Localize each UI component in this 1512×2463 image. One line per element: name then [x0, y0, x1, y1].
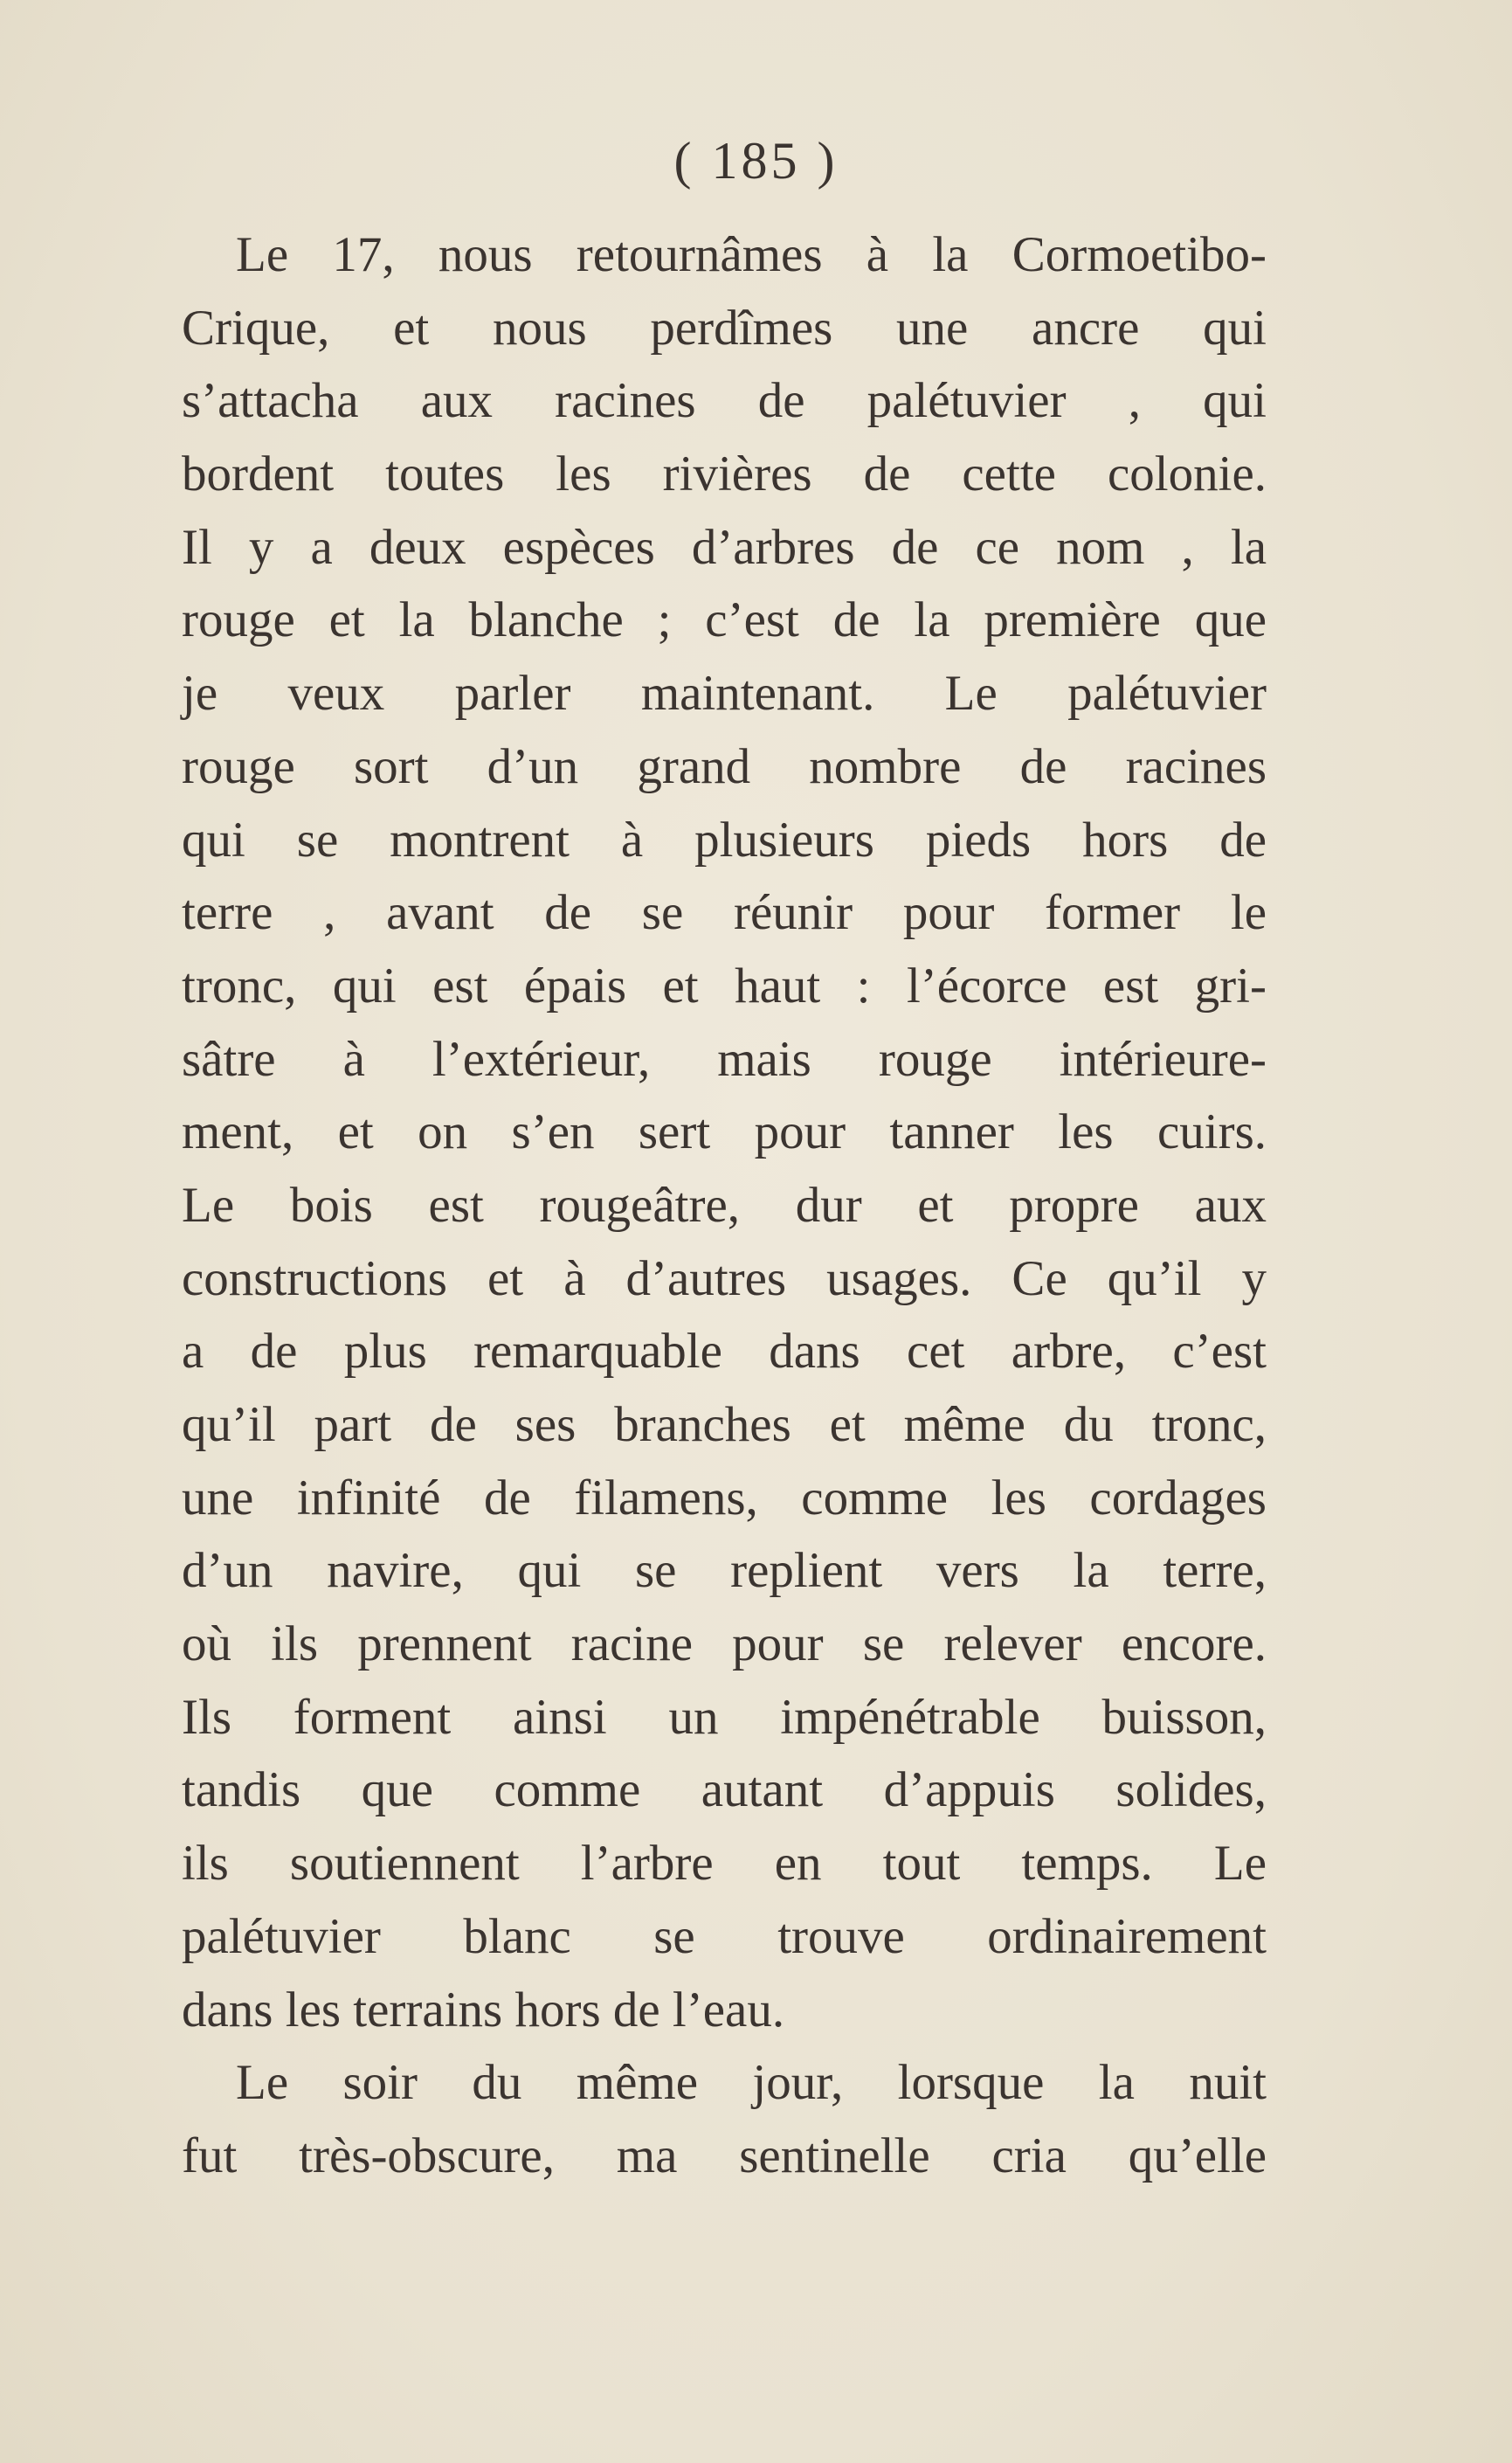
page-text: [182, 218, 1267, 2193]
text-line: a de plus remarquable dans cet arbre, c’est: [182, 1324, 1267, 1380]
text-line: je veux parler maintenant. Le palétuvier: [182, 666, 1267, 722]
text-line: terre , avant de se réunir pour former le: [182, 885, 1267, 941]
text-line: où ils prennent racine pour se relever encore.: [182, 1616, 1267, 1672]
text-line: constructions et à d’autres usages. Ce qu’il y: [182, 1250, 1267, 1306]
text-line: rouge et la blanche ; c’est de la première que: [182, 592, 1267, 648]
text-line: Le soir du même jour, lorsque la nuit: [236, 2055, 1267, 2111]
text-line: une infinité de filamens, comme les cordages: [182, 1470, 1267, 1526]
text-line: Il y a deux espèces d’arbres de ce nom , la: [182, 519, 1267, 575]
text-line: bordent toutes les rivières de cette colonie.: [182, 446, 1267, 502]
text-line: tandis que comme autant d’appuis solides,: [182, 1762, 1267, 1818]
text-line: Crique, et nous perdîmes une ancre qui: [182, 300, 1267, 356]
text-line: rouge sort d’un grand nombre de racines: [182, 738, 1267, 794]
text-line: sâtre à l’extérieur, mais rouge intérieure-: [182, 1031, 1267, 1087]
text-line: fut très-obscure, ma sentinelle cria qu’elle: [182, 2127, 1267, 2183]
text-line: s’attacha aux racines de palétuvier , qui: [182, 373, 1267, 429]
text-line: ment, et on s’en sert pour tanner les cuirs.: [182, 1104, 1267, 1160]
text-line: ils soutiennent l’arbre en tout temps. Le: [182, 1836, 1267, 1892]
page-number: ( 185 ): [673, 132, 839, 190]
text-line: Ils forment ainsi un impénétrable buisson,: [182, 1689, 1267, 1745]
text-line: palétuvier blanc se trouve ordinairement: [182, 1908, 1267, 1964]
text-line: d’un navire, qui se replient vers la terre,: [182, 1543, 1267, 1599]
text-line: tronc, qui est épais et haut : l’écorce est gri-: [182, 958, 1267, 1014]
text-line: Le bois est rougeâtre, dur et propre aux: [182, 1177, 1267, 1233]
text-line: dans les terrains hors de l’eau.: [182, 1982, 785, 2038]
text-line: Le 17, nous retournâmes à la Cormoetibo-: [236, 227, 1267, 282]
text-line: qu’il part de ses branches et même du tronc,: [182, 1397, 1267, 1452]
text-line: qui se montrent à plusieurs pieds hors de: [182, 812, 1267, 868]
